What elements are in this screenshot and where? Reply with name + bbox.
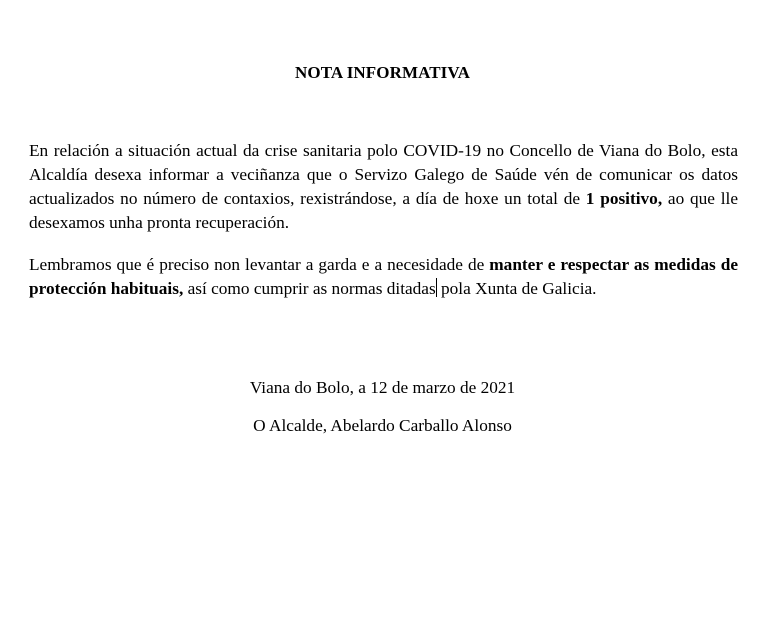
paragraph-situation <box>29 139 738 235</box>
measures-bold: manter e respectar as medidas de protección habituais, <box>29 255 738 298</box>
paragraph-reminder-text-a: Lembramos que é preciso non levantar a garda e a necesidade de <box>29 255 490 274</box>
date-line: Viana do Bolo, a 12 de marzo de 2021 <box>249 378 516 397</box>
document-title: NOTA INFORMATIVA <box>295 63 470 82</box>
paragraph-situation-text-a: En relación a situación actual da crise sanitaria polo COVID-19 no Concello de Viana do Bolo, esta Alcaldía desexa informar a veciñanza que o Servizo Galego de Saúde vén de comunicar os datos actualizados no número de contaxios, rexistrándose, a día de hoxe un total de <box>29 141 738 208</box>
paragraph-situation-text-b: ao que lle desexamos unha pronta recuperación. <box>29 189 739 232</box>
signature-line: O Alcalde, Abelardo Carballo Alonso <box>253 416 512 435</box>
paragraph-reminder-text-b: así como cumprir as normas ditadas <box>183 279 436 298</box>
paragraph-reminder-text-c: pola Xunta de Galicia. <box>436 279 597 298</box>
paragraph-reminder <box>29 253 738 301</box>
positive-count-bold: 1 positivo, <box>585 189 663 208</box>
